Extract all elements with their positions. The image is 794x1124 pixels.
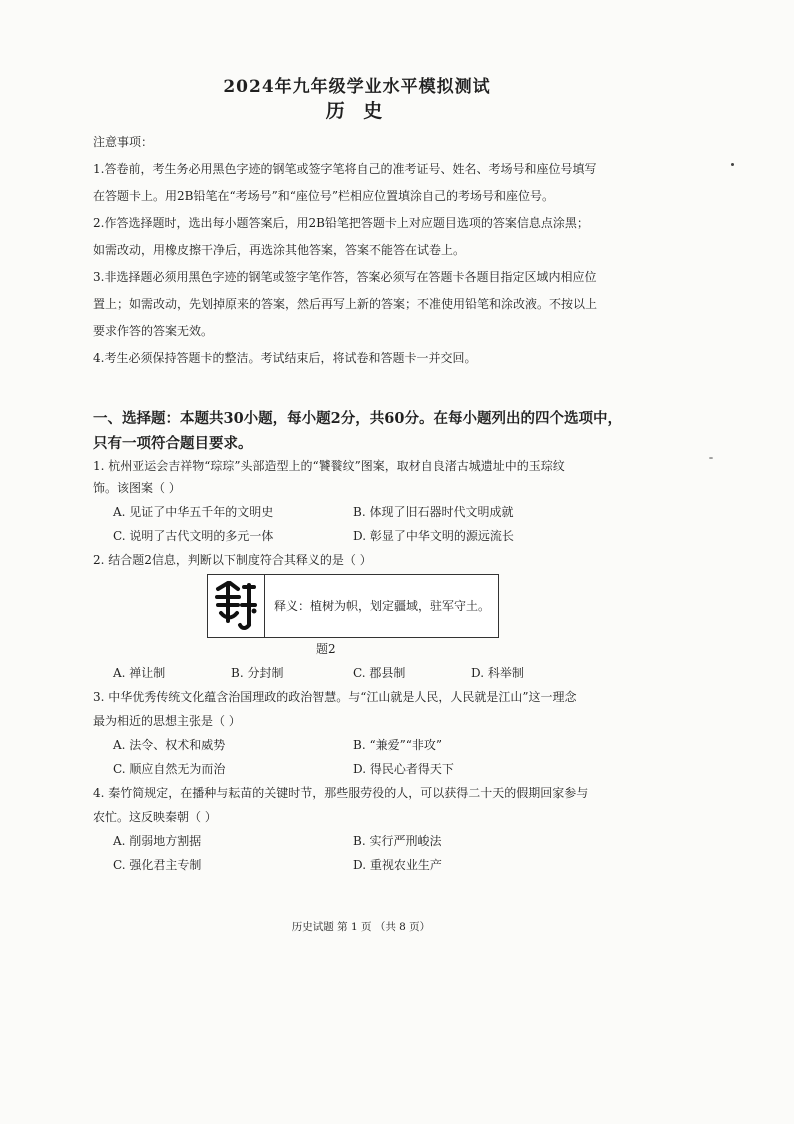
question-1-option-d: D. 彰显了中华文明的源远流长 [353,529,514,543]
question-2-figure [207,574,499,638]
notes-line: 在答题卡上。用2B铅笔在“考场号”和“座位号”栏相应位置填涂自己的考场号和座位号。 [93,189,554,203]
figure-explanation: 释义：植树为帜，划定疆域，驻军守土。 [274,599,491,613]
section-instruction: 一、选择题：本题共30小题，每小题2分，共60分。在每小题列出的四个选项中， [93,410,622,427]
question-3-option-a: A. 法令、权术和威势 [113,738,226,752]
figure-caption: 题2 [316,642,336,656]
question-1-option-b: B. 体现了旧石器时代文明成就 [353,505,514,519]
question-4-stem: 农忙。这反映秦朝（ ） [93,810,217,824]
question-4-option-a: A. 削弱地方割据 [113,834,202,848]
notes-line: 3.非选择题必须用黑色字迹的钢笔或签字笔作答，答案必须写在答题卡各题目指定区域内相应位 [93,270,597,284]
question-3-option-d: D. 得民心者得天下 [353,762,454,776]
question-1-option-c: C. 说明了古代文明的多元一体 [113,529,274,543]
page-footer: 历史试题 第 1 页 （共 8 页） [291,921,431,933]
question-2-stem: 2. 结合题2信息，判断以下制度符合其释义的是（ ） [93,553,372,567]
question-3-stem: 最为相近的思想主张是（ ） [93,714,241,728]
question-1-option-a: A. 见证了中华五千年的文明史 [113,505,274,519]
notes-line: 1.答卷前，考生务必用黑色字迹的钢笔或签字笔将自己的准考证号、姓名、考场号和座位号填写 [93,162,597,176]
question-3-option-c: C. 顺应自然无为而治 [113,762,226,776]
notes-line: 置上；如需改动，先划掉原来的答案，然后再写上新的答案；不准使用铅笔和涂改液。不按以上 [93,297,598,311]
subject-title: 历 史 [325,100,389,122]
question-2-option-a: A. 禅让制 [113,666,166,680]
question-2-option-b: B. 分封制 [231,666,284,680]
notes-heading: 注意事项： [93,135,154,149]
question-3-option-b: B. “兼爱”“非攻” [353,738,442,752]
question-2-option-d: D. 科举制 [471,666,524,680]
notes-line: 4.考生必须保持答题卡的整洁。考试结束后，将试卷和答题卡一并交回。 [93,351,477,365]
question-2-option-c: C. 郡县制 [353,666,406,680]
seal-script-glyph-icon [208,575,264,637]
question-1-stem: 1. 杭州亚运会吉祥物“琮琮”头部造型上的“饕餮纹”图案，取材自良渚古城遗址中的玉琮纹 [93,459,565,473]
question-4-option-b: B. 实行严刑峻法 [353,834,442,848]
question-1-stem: 饰。该图案（ ） [93,481,181,495]
notes-line: 2.作答选择题时，选出每小题答案后，用2B铅笔把答题卡上对应题目选项的答案信息点涂黑； [93,216,589,230]
notes-line: 如需改动，用橡皮擦干净后，再选涂其他答案，答案不能答在试卷上。 [93,243,466,257]
ancient-character-image [208,575,265,637]
exam-title: 2024年九年级学业水平模拟测试 [223,77,491,97]
question-4-option-d: D. 重视农业生产 [353,858,442,872]
section-instruction: 只有一项符合题目要求。 [93,435,253,452]
notes-line: 要求作答的答案无效。 [93,324,214,338]
scan-speck [709,457,713,459]
scan-speck [731,163,734,166]
question-4-option-c: C. 强化君主专制 [113,858,202,872]
question-3-stem: 3. 中华优秀传统文化蕴含治国理政的政治智慧。与“江山就是人民，人民就是江山”这一理念 [93,690,577,704]
question-4-stem: 4. 秦竹简规定，在播种与耘苗的关键时节，那些服劳役的人，可以获得二十天的假期回家参与 [93,786,589,800]
